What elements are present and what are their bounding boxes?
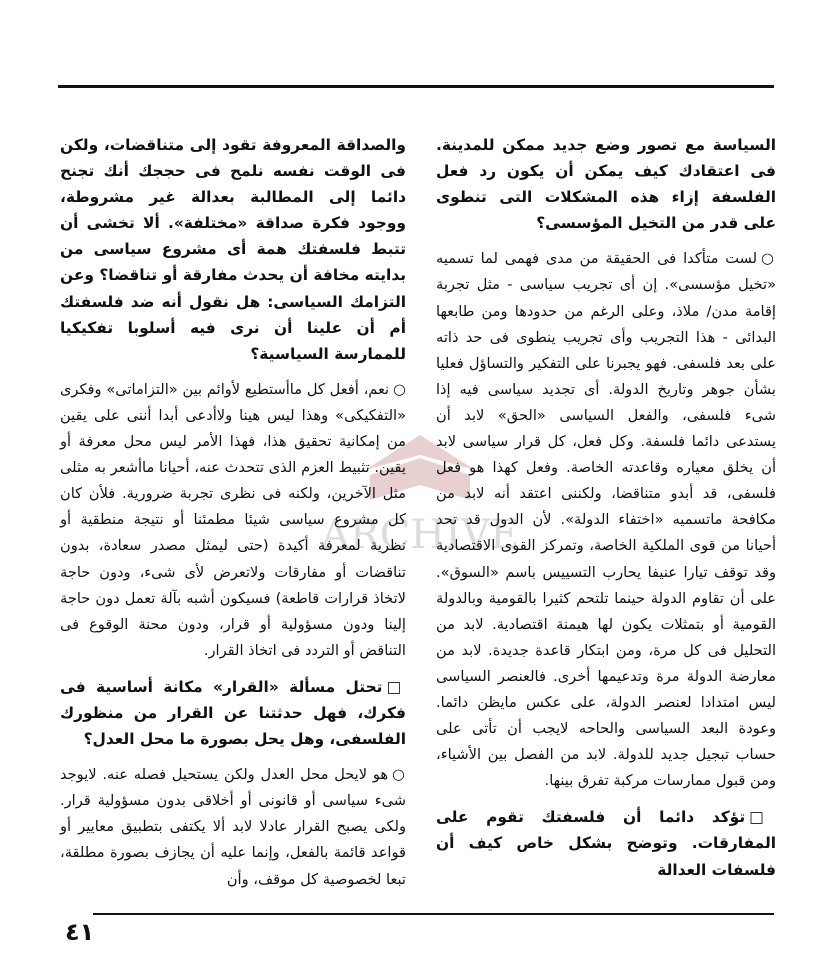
question-paragraph: السياسة مع تصور وضع جديد ممكن للمدينة. فى اعتقادك كيف يمكن أن يكون رد فعل الفلسفة إزاء هذه المشكلات التى تنطوى على قدر من التخيل المؤسسى؟ (436, 136, 776, 233)
answer-text: نعم، أفعل كل ماأستطيع لأوائم بين «التزاماتى» وفكرى «التفكيكى» وهذا ليس هينا ولاأدعى أبدا أننى على يقين من إمكانية تحقيق هذا، فهذا الأمر ليس محل معرفة أو يقين. تثبيط العزم الذى تتحدث عنه، أحيانا ماأشعر به مثلى مثل الآخرين، ولكنه فى نظرى تجربة ضرورية. فلأن كان كل مشروع سياسى شيئا مطمئنا أو نتيجة منطقية أو نظرية لمعرفة أكيدة (حتى ليمثل مصدر سعادة، بدون تناقضات أو مفارقات ولاتعرض لأى شىء، ودون حاجة لاتخاذ قرارات قاطعة) فسيكون أشبه بآلة تعمل دون حاجة إلينا ودون مسؤولية أو قرار، ودون محنة الوقوع فى التناقض أو التردد فى اتخاذ القرار. (60, 380, 406, 659)
right-column (436, 132, 776, 893)
page-number: ٤١ (65, 918, 95, 946)
answer-text: هو لايحل محل العدل ولكن يستحيل فصله عنه. لايوجد شىء سياسى أو قانونى أو أخلاقى بدون مسؤولية قرار. ولكى يصبح القرار عادلا لابد ألا يكتفى بتطبيق معايير أو قواعد قائمة بالفعل، وإنما عليه أن يجازف بصورة مطلقة، تبعا لخصوصية كل موقف، وأن (60, 766, 406, 888)
answer-marker: ○ (392, 766, 407, 784)
answer-paragraph (436, 246, 776, 794)
answer-paragraph (60, 762, 406, 892)
question-text: تؤكد دائما أن فلسفتك تقوم على المفارقات. وتوضح بشكل خاص كيف أن فلسفات العدالة (436, 808, 776, 879)
question-marker: □ (386, 677, 406, 696)
question-marker: □ (749, 808, 776, 827)
svg-text:ARCHIVE: ARCHIVE (320, 512, 520, 558)
answer-paragraph (60, 377, 406, 664)
answer-marker: ○ (761, 250, 777, 268)
question-paragraph (60, 674, 406, 752)
left-column (60, 132, 406, 903)
question-paragraph: والصداقة المعروفة تقود إلى متناقضات، ولكن فى الوقت نفسه نلمح فى حججك أنك تجنح دائما إلى المطالبة بعدالة غير مشروطة، ووجود فكرة صداقة «مختلفة». ألا تخشى أن تتبط فلسفتك همة أى مشروع سياسى من بدايته مخافة أن يحدث مفارقة أو تناقضا؟ وعن التزامك السياسى: هل نقول أنه ضد فلسفتك أم أن علينا أن نرى فيه أسلوبا تفكيكيا للممارسة السياسية؟ (60, 136, 406, 363)
answer-text: لست متأكدا فى الحقيقة من مدى فهمى لما تسميه «تخيل مؤسسى». إن أى تجريب سياسى - مثل تجربة إقامة مدن/ ملاذ، وعلى الرغم من حدودها ومن طابعها البدائى - هذا التجريب وأى تجريب ينطوى فى حد ذاته على بعد فلسفى. فهو يجبرنا على التفكير والتساؤل فعليا بشأن جوهر وتاريخ الدولة. أى تجديد سياسى فيه إذا شىء فلسفى، والفعل السياسى «الحق» لابد أن يستدعى دائما فلسفة. وكل فعل، كل قرار سياسى لابد أن يخلق معياره وقاعدته الخاصة. وفعل كهذا هو فعل فلسفى، قد أبدو متناقضا، ولكننى اعتقد أنه لابد من مكافحة ماتسميه «اختفاء الدولة». لأن الدول قد تحد أحيانا من قوى الملكية الخاصة، وتمركز القوى الاقتصادية وقد توقف تيارا عنيفا يحارب التسييس باسم «السوق». على أن تقاوم الدولة حينما تلتحم كثيرا بالقومية وبالدولة القومية أو بتمثلات يكون لها هيمنة اقتصادية. لابد من التحليل فى كل مرة، ومن ابتكار قاعدة جديدة. لابد من معارضة الدولة مرة وتدعيمها أخرى. فالعنصر السياسى ليس امتدادا لعنصر الدولة، على عكس مايظن دائما. وعودة البعد السياسى والحاحه لايجب أن تأتى على حساب تبجيل جديد للدولة. لابد من الفصل بين الأشياء، ومن قبول ممارسات مركبة تفرق بينها. (436, 250, 776, 790)
question-paragraph (436, 804, 776, 882)
top-rule (58, 85, 774, 88)
answer-marker: ○ (393, 380, 406, 398)
bottom-rule (93, 913, 774, 915)
question-text: تحتل مسألة «القرار» مكانة أساسية فى فكرك، فهل حدثتنا عن القرار من منظورك الفلسفى، وهل يحل بصورة ما محل العدل؟ (60, 677, 406, 749)
